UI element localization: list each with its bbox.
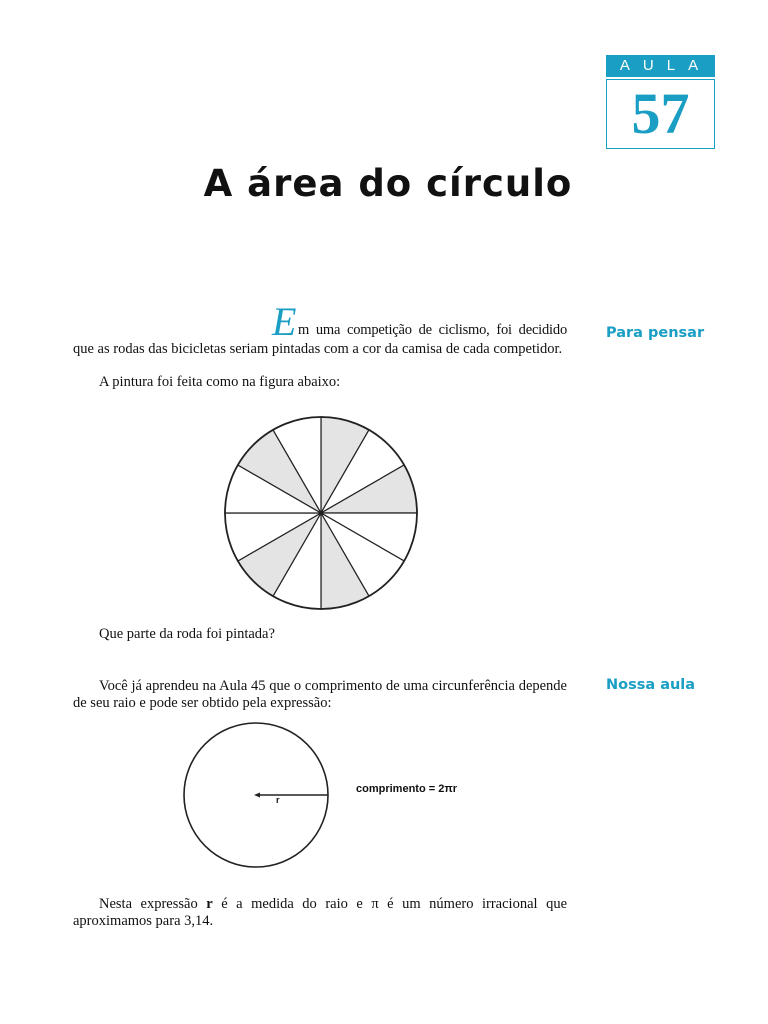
intro-continuation: que as rodas das bicicletas seriam pintadas com a cor da camisa de cada competidor. bbox=[73, 341, 563, 357]
drop-cap-wrap bbox=[272, 299, 297, 344]
painted-wheel-figure bbox=[222, 414, 420, 612]
lesson-paragraph-1: Você já aprendeu na Aula 45 que o comprimento de uma circunferência depende de seu raio e pode ser obtido pela expressão: bbox=[73, 678, 567, 711]
paragraph-2-start: Nesta expressão bbox=[99, 896, 207, 912]
radius-label: r bbox=[276, 795, 280, 805]
paragraph-2-end: é a medida do raio e π é um número irracional que aproximamos para 3,14. bbox=[73, 896, 568, 929]
radius-variable: r bbox=[206, 896, 213, 912]
wheel-sectors bbox=[225, 417, 417, 609]
drop-cap: E bbox=[272, 299, 297, 344]
question-text: Que parte da roda foi pintada? bbox=[99, 626, 275, 642]
lesson-paragraph-2 bbox=[73, 896, 567, 929]
circumference-formula: comprimento = 2πr bbox=[356, 783, 458, 795]
side-heading-nossa-aula: Nossa aula bbox=[606, 677, 696, 693]
aula-number: 57 bbox=[606, 79, 715, 149]
page-title: A área do círculo bbox=[203, 162, 573, 205]
side-heading-para-pensar: Para pensar bbox=[606, 325, 705, 341]
figure-intro-text: A pintura foi feita como na figura abaixo: bbox=[99, 374, 341, 390]
radius-arrow-icon bbox=[254, 793, 260, 798]
circle-radius-figure bbox=[180, 720, 332, 872]
aula-label: AULA bbox=[606, 55, 715, 77]
intro-first-line: m uma competição de ciclismo, foi decidido bbox=[298, 322, 567, 338]
